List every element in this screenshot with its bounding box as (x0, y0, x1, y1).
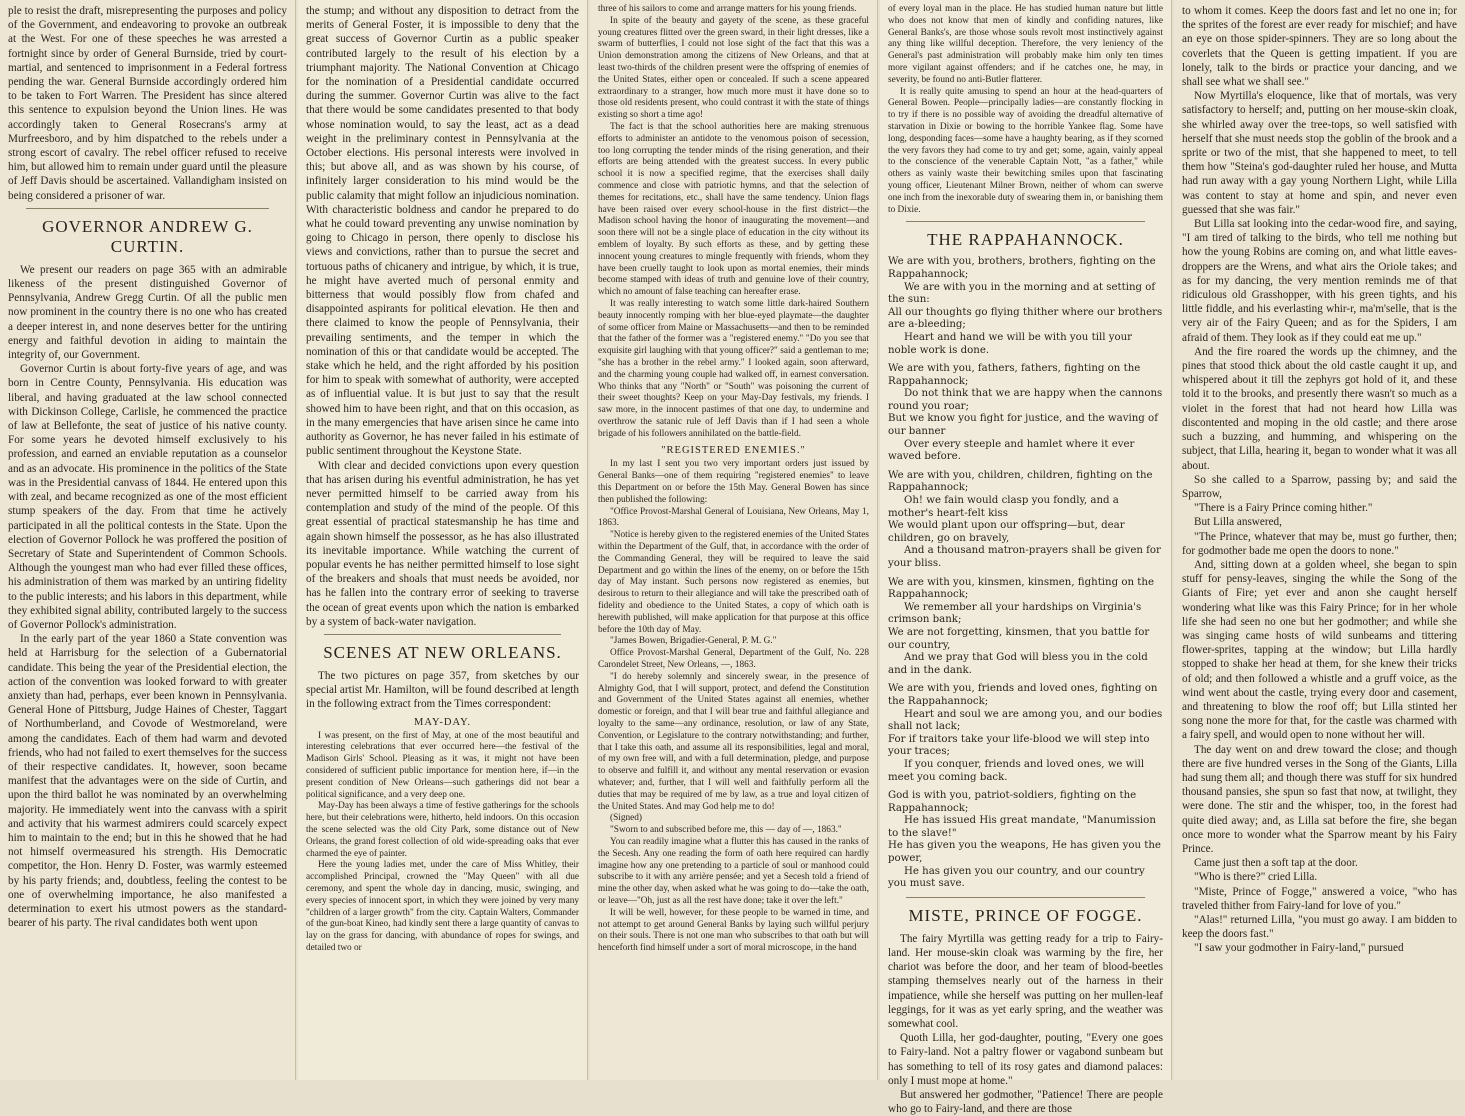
poem-line: We are with you, brothers, brothers, fighting on the Rappahannock; (888, 256, 1156, 280)
article-text: "Who is there?" cried Lilla. (1194, 871, 1318, 884)
poem-line: We are with you, friends and loved ones, fighting on the Rappahannock; (888, 683, 1158, 707)
article-text: Now Myrtilla's eloquence, like that of mortals, was very satisfactory to herself; and, putting on her mouse-skin cloak, she whirled away over the tree-tops, so well satisfied with herself that she must needs stop the goblin of the brook and a sprite or two of the mist, that she happened to meet, to tell them how "Steina's god-daughter ruled her house, and Mutta had run away with a gay young Northern Light, while Lilla was content to stay at home and spin, and never even guessed that she was fair." (1182, 90, 1457, 216)
column-2 (298, 0, 588, 1080)
poem-stanza (888, 256, 1163, 357)
poem-line: If you conquer, friends and loved ones, we will meet you coming back. (888, 758, 1145, 783)
divider (906, 221, 1145, 222)
article-text: "Alas!" returned Lilla, "you must go away. I am bidden to keep the doors fast." (1182, 914, 1457, 941)
headline-rappahannock: THE RAPPAHANNOCK. (927, 230, 1124, 250)
poem-line: Over every steeple and hamlet where it ever waved before. (888, 438, 1135, 463)
article-text: In spite of the beauty and gayety of the scene, as these graceful young creatures flitted over the green sward, in their light dresses, like a swarm of butterflies, I could not lose sight of the fact that this was a Union demonstration among the citizens of New Orleans, and that at least two-thirds of the children present were the offspring of enemies of the United States, either open or concealed. If such a scene appeared extraordinary to a stranger, how much more must it have done so to those old residents present, who could contrast it with the state of things existing so short a time ago! (598, 15, 869, 121)
article-text: Quoth Lilla, her god-daughter, pouting, "Every one goes to Fairy-land. Not a paltry flower or vagabond sunbeam but has something to tell of its rosy gates and diamond palaces: only I must mope at home." (888, 1032, 1163, 1087)
article-text: to whom it comes. Keep the doors fast and let no one in; for the sprites of the forest are ever ready for mischief; and have an eye on those spider-spinners. They are so long about the coverlets that the Queen is getting impatient. If you are lonely, talk to the birds or practice your dancing, and we shall see what we shall see." (1182, 5, 1457, 89)
poem-line: All our thoughts go flying thither where our brothers are a-bleeding; (888, 306, 1163, 331)
poem-line: We are with you, fathers, fathers, fighting on the Rappahannock; (888, 363, 1141, 387)
article-text: "James Bowen, Brigadier-General, P. M. G." (610, 636, 777, 647)
headline-new-orleans: SCENES AT NEW ORLEANS. (323, 642, 562, 662)
poem-line: We are with you, children, children, fighting on the Rappahannock; (888, 469, 1153, 494)
poem-line: And a thousand matron-prayers shall be given for your bliss. (888, 545, 1161, 569)
poem-line: We remember all your hardships on Virginia's crimson bank; (888, 601, 1142, 626)
poem-line: Heart and soul we are among you, and our bodies shall not lack; (888, 708, 1163, 733)
poem-line: He has given you the weapons, He has given you the power, (888, 840, 1161, 865)
column-4 (880, 0, 1172, 1116)
article-text: So she called to a Sparrow, passing by; and said the Sparrow, (1182, 473, 1457, 500)
article-text: "Sworn to and subscribed before me, this — day of —, 1863." (610, 825, 842, 836)
article-text: Here the young ladies met, under the care of Miss Whitley, their accomplished Principal, crowned the "May Queen" with all due ceremony, and spent the whole day in dancing, music, swinging, and every species of innocent sport, in which they were joined by very many "children of a larger growth" from the city. Captain Walters, Commander of the gun-boat Kineo, had kindly sent there a large quantity of canvas to lay on the grass for dancing, with abundance of ropes for swings, and detailed two or (306, 860, 579, 953)
article-text: "The Prince, whatever that may be, must go further, then; for godmother bade me open the doors to none." (1182, 530, 1457, 557)
article-text: "Office Provost-Marshal General of Louisiana, New Orleans, May 1, 1863. (598, 506, 869, 529)
column-1 (0, 0, 296, 1080)
poem-line: We are with you, kinsmen, kinsmen, fighting on the Rappahannock; (888, 576, 1154, 601)
poem-line: We are not forgetting, kinsmen, that you battle for our country, (888, 626, 1150, 651)
article-text: In my last I sent you two very important orders just issued by General Banks—one of them requiring "registered enemies" to leave this Department on or before the 15th May. General Bowen has since then published the following: (598, 459, 869, 505)
poem (888, 256, 1163, 891)
divider (324, 634, 561, 635)
poem-line: Heart and hand we will be with you till your noble work is done. (888, 331, 1133, 356)
article-text: You can readily imagine what a flutter this has caused in the ranks of the Secesh. Any one reading the form of oath here required can hardly imagine how any one pretending to a particle of soul or manhood could subscribe to it with any arrière pensée; and yet a Secesh told a friend of mine the other day, when asked what he was going to do—take the oath, or leave—"Oh, just as all the rest have done; take it over the left." (598, 836, 869, 906)
subheading-may-day: MAY-DAY. (414, 716, 471, 728)
article-text: And the fire roared the words up the chimney, and the pines that stood thick about the old castle caught it up, and whispered about it till the zephyrs got hold of it, and these told it to the brooks, and presently there wasn't so much as a violet in the forest that had not heard how Lilla was discontented and moping in the old castle; and there arose such a buzzing, and humming, and whispering on the subject, that Lilla, hearing it, began to wonder what it was all about. (1182, 345, 1457, 472)
article-text: three of his sailors to come and arrange matters for his young friends. (598, 4, 857, 14)
article-text: I was present, on the first of May, at one of the most beautiful and interesting celebrations that ever occurred here—the festival of the Madison Girls' School. Pleasing as it was, it might not have been considered of sufficient public importance for mention here, if—in the present condition of New Orleans—such gatherings did not bear a political significance, and a very deep one. (306, 730, 579, 800)
article-text: But Lilla answered, (1194, 516, 1282, 529)
column-3 (590, 0, 878, 1080)
article-text: It will be well, however, for these people to be warned in time, and not attempt to get around General Banks by laying such willful perjury on their souls. There is not one man who subscribes to that oath but will henceforth find himself under a sort of moral microscope, in the hand (598, 907, 869, 954)
article-text: And, sitting down at a golden wheel, she began to spin stuff for pensy-leaves, singing the while the Song of the Giants of Fire; yet ever and anon she caught herself wondering what like was this Fairy Prince; for in her whole life she had seen no one but her godmother; and while she was singing came hosts of wild sunbeams and tittering flower-sprites, tapping at the window; but Lilla hardly stopped to shake her head at them, for she knew their tricks of old; and then followed a whistle and a gruff voice, as the wind went about the castle, trying every door and casement, and threatening to blow the roof off; but Lilla stinted her song none the more for that, for the castle was charmed with a fairy spell, and would open to none without her will. (1182, 558, 1457, 742)
poem-line: Oh! we fain would clasp you fondly, and a mother's heart-felt kiss (888, 495, 1119, 519)
poem-line: We would plant upon our offspring—but, dear children, go on bravely, (888, 520, 1125, 544)
article-text: "Notice is hereby given to the registered enemies of the United States within the Department of the Gulf, that, in accordance with the order of the Commanding General, they will be required to leave the said Department and go within the lines of the enemy, on or before the 15th day of May instant. Such persons now registered as enemies, but desirous to return to their allegiance and will take the prescribed oath of fidelity and obedience to the United States, a copy of which oath is herewith published, will make application for that purpose at this office before the 10th day of May. (598, 530, 869, 635)
column-5 (1174, 0, 1465, 1080)
poem-line: He has given you our country, and our country you must save. (888, 865, 1145, 890)
article-text: (Signed) (610, 813, 643, 824)
poem-stanza (888, 577, 1163, 678)
article-text: "I do hereby solemnly and sincerely swear, in the presence of Almighty God, that I will support, protect, and defend the Constitution and Government of the United States against all enemies, whether domestic or foreign, and that I will bear true and faithful allegiance and loyalty to the same—any ordinance, resolution, or law of any State, Convention, or Legislature to the contrary notwithstanding; and further, that I take this oath, and assume all its responsibilities, legal and moral, of my own free will, and with a full determination, pledge, and purpose to observe and fulfill it, and without any mental reservation or evasion whatever; and, further, that I will well and faithfully perform all the duties that may be required of me by law, as a true and loyal citizen of the United States. And may God help me to do! (598, 671, 869, 812)
divider (906, 897, 1145, 898)
article-text: of every loyal man in the place. He has studied human nature but little who does not know that men of kindly and confiding natures, like General Banks's, are those whose souls revolt most instinctively against any thing like willful deception. Therefore, the very leniency of the General's past administration will probably make him only ten times more vigilant against offenders; and if he catches one, he may, in severity, be found no anti-Butler flatterer. (888, 4, 1163, 85)
article-text: Governor Curtin is about forty-five years of age, and was born in Centre County, Pennsylvania. His education was liberal, and having graduated at the law school connected with Dickinson College, Carlisle, he commenced the practice of law at Bellefonte, the seat of justice of his native county. For some years he devoted himself exclusively to his profession, and earned an enviable reputation as a counselor and as an advocate. His prominence in the politics of the State was in the Presidential canvass of 1844. He entered upon this with zeal, and became recognized as one of the most efficient stump speakers of the day. From that time he actively participated in all the political contests in the State. Upon the election of Governor Pollock he was proffered the position of Secretary of State and Superintendent of Common Schools. Although the youngest man who had ever filled these offices, his administration of them was marked by an untiring fidelity to the public interests; and his labors in this department, while they exhibited signal ability, contributed largely to the success of Governor Pollock's administration. (8, 363, 287, 631)
headline-curtin: GOVERNOR ANDREW G. CURTIN. (42, 216, 253, 256)
divider (26, 208, 269, 209)
poem-stanza (888, 470, 1163, 571)
poem-line: He has issued His great mandate, "Manumission to the slave!" (888, 815, 1156, 839)
article-text: the stump; and without any disposition to detract from the merits of General Foster, it is impossible to deny that the great success of Governor Curtin as a public speaker contributed largely to the result of his election by a triumphant majority. The National Convention at Chicago for the nomination of a Presidential candidate occurred during the summer. Governor Curtin was alive to the fact that there would be some candidates presented to that body whose nomination would, to say the least, act as a dead weight in the preliminary contest in Pennsylvania at the October elections. His personal interests were involved in this; but above all, and as was shown by his course, of infinitely larger consideration to his mind would be the public calamity that might follow an injudicious nomination. With characteristic boldness and candor he prepared to do what he could toward preventing any unwise nomination by going to Chicago in person, there openly to disclose his views and convictions, rather than to pursue the secret and tortuous paths of chicanery and intrigue, by which, it is true, he might have averted much of personal enmity and bitterness that would possibly flow from chafed and disappointed aspirants for political elevation. He then and there claimed to know the people of Pennsylvania, their prevailing sentiments, and the temper in which the nomination of this or that candidate would be accepted. The stake which he held, and the right afforded by his position for him to speak with somewhat of authority, were accepted as of influential value. It is but just to say that the result showed him to have been right, and that on this occasion, as in the many emergencies that have arisen since he came into authority as Governor, he has never failed in his estimate of public sentiment throughout the Keystone State. (306, 5, 579, 458)
article-text: The fairy Myrtilla was getting ready for a trip to Fairy-land. Her mouse-skin cloak was warming by the fire, her chariot was before the door, and her team of blood-beetles stamping themselves nearly out of the harness in their impatience, while she herself was putting on her mullen-leaf leggings, for it was as yet early spring, and the weather was somewhat cool. (888, 932, 1163, 1031)
article-text: The fact is that the school authorities here are making strenuous efforts to administer an antidote to the venomous poison of secession, too long corrupting the tender minds of the rising generation, and their efforts are being attended with the greatest success. In every public school it is now a specified regime, that the exercises shall daily commence and close with patriotic hymns, and that the selection of themes for recitations, etc., shall have the same tendency. Union flags have been raised over every school-house in the first district—the Madison school having the honor of inaugurating the movement—and soon there will not be a single place of education in the city without its emblem of loyalty. By such efforts as these, and by getting these innocent young creatures to mingle frequently with friends, whom they have been cruelly taught to look upon as mortal enemies, their minds become stamped with ideas of truth and genuine love of their country, which no amount of false teaching can hereafter erase. (598, 121, 869, 298)
poem-line: But we know you fight for justice, and the waving of our banner (888, 413, 1158, 438)
article-text: "I saw your godmother in Fairy-land," pursued (1194, 942, 1404, 955)
subheading-registered-enemies: "REGISTERED ENEMIES." (661, 445, 806, 457)
article-text: Office Provost-Marshal General, Department of the Gulf, No. 228 Carondelet Street, New Orleans, —, 1863. (598, 648, 869, 671)
poem-stanza (888, 790, 1163, 891)
poem-line: And we pray that God will bless you in the cold and in the dank. (888, 652, 1148, 676)
poem-line: Do not think that we are happy when the cannons round you roar; (888, 388, 1163, 412)
article-text: "There is a Fairy Prince coming hither." (1194, 502, 1373, 515)
article-text: With clear and decided convictions upon every question that has arisen during his eventful administration, he has yet never permitted himself to be carried away from his contemplation and study of the mind of the people. Of this great essential of practical statesmanship he has time and again shown himself the possessor, as he has also illustrated its inevitable importance. While watching the current of popular events he has neither permitted himself to lose sight of the breakers and shoals that must needs be avoided, nor has he fallen into the contrary error of seeking to traverse the ocean of great events upon which the nation is embarked by a system of back-water navigation. (306, 459, 579, 628)
article-text: In the early part of the year 1860 a State convention was held at Harrisburg for the selection of a Gubernatorial candidate. This being the year of the Presidential election, the action of the convention was looked forward to with greater anxiety than had, perhaps, ever been known in Pennsylvania. General Hone of Pittsburg, Judge Haines of Chester, Taggart of Northumberland, and Covode of Westmoreland, were among the candidates. Each of them had warm and devoted friends, who had not failed to exert themselves for the success of their respective candidates. It, however, soon became manifest that the advantages were on the side of Curtin, and upon the third ballot he was nominated by an overwhelming majority. He immediately went into the canvass with a spirit and activity that his warmest admirers could scarcely expect him to maintain to the end; but in this he showed that he had not himself overmeasured his strength. His Democratic competitor, the Hon. Henry D. Foster, was warmly esteemed by his party friends; and, doubtless, feeling the contest to be one of overwhelming importance, he also manifested a determination to exert his utmost powers as the standard-bearer of his party. The rival candidates both went upon (8, 633, 287, 930)
poem-line: For if traitors take your life-blood we will step into your traces; (888, 733, 1150, 758)
article-text: Came just then a soft tap at the door. (1194, 857, 1358, 870)
article-text: But Lilla sat looking into the cedar-wood fire, and saying, "I am tired of talking to the birds, who tell me nothing but how the young Robins are coming on, and what little eaves-droppers are the Wrens, and what airs the Oriole takes; and as for my dancing, the very mention reminds me of that ridiculous old Grasshopper, with his green tights, and his little fiddle, and his everlasting whir-r, ma'm'selle, that is the very air of the Fairy Queen; and as for the Spiders, I am afraid of them. They look as if they could eat me up." (1182, 218, 1457, 344)
article-text: We present our readers on page 365 with an admirable likeness of the present distinguished Governor of Pennsylvania, Andrew Gregg Curtin. Of all the public men now prominent in the country there is no one who has created a deeper interest in, and none deserves better for the untiring energy and faithful devotion in aiding to maintain the integrity of, our Government. (8, 263, 287, 362)
article-text: May-Day has been always a time of festive gatherings for the schools here, but their celebrations were, hitherto, held indoors. On this occasion the scene selected was the old City Park, some distance out of New Orleans, the grand forest collection of old wide-spreading oaks that ever charmed the eye of painter. (306, 801, 579, 859)
headline-miste: MISTE, PRINCE OF FOGGE. (908, 905, 1143, 925)
poem-stanza (888, 683, 1163, 784)
poem-line: We are with you in the morning and at setting of the sun: (888, 281, 1156, 306)
article-text: The day went on and drew toward the close; and though there are five hundred verses in the Song of the Giants, Lilla had sung them all; and though there was stuff for six hundred thousand pansies, she spun so fast that now, at twilight, they were done. The stir and the whisper, too, in the forest had quite died away; and, as Lilla sat before the fire, she began once more to wonder what the Sparrow meant by his Fairy Prince. (1182, 743, 1457, 855)
article-text: The two pictures on page 357, from sketches by our special artist Mr. Hamilton, will be found described at length in the following extract from the Times correspondent: (306, 669, 579, 711)
article-text: It was really interesting to watch some little dark-haired Southern beauty innocently romping with her blue-eyed playmate—the daughter of some officer from Maine or Massachusetts—and then to be reminded that the father of the former was a "registered enemy." "Do you see that exquisite girl laughing with that young officer?" said a gentleman to me; "she has a brother in the rebel army." I looked again, soon afterward, and the charming young couple had walked off, in earnest conversation. Who thinks that any "North" or "South" was poisoning the current of their sweet thoughts? Keep on your May-Day festivals, my friends. I saw more, in the innocent pastimes of that one day, to undermine and overthrow the satanic rule of Jeff Davis than if I had seen a whole brigade of his followers annihilated on the battle-field. (598, 298, 869, 439)
article-text: ple to resist the draft, misrepresenting the purposes and policy of the Government, and endeavoring to provoke an outbreak at the West. For one of these speeches he was arrested a fortnight since by order of General Burnside, tried by court-martial, and sentenced to imprisonment in a Federal fortress pending the war. General Burnside accordingly ordered him to be taken to Fort Warren. The President has since altered this sentence to expulsion beyond the Union lines. He was accordingly taken to General Rosecrans's army at Murfreesboro, and by him dispatched to the rebels under a strong escort of cavalry. The rebel officer refused to receive him, but allowed him to remain under guard until the pleasure of Jeff Davis should be ascertained. Vallandigham insisted on being considered a prisoner of war. (8, 5, 287, 202)
poem-line: God is with you, patriot-soldiers, fighting on the Rappahannock; (888, 790, 1137, 814)
article-text: But answered her godmother, "Patience! There are people who go to Fairy-land, and there are those (888, 1089, 1163, 1116)
poem-stanza (888, 363, 1163, 464)
article-text: It is really quite amusing to spend an hour at the head-quarters of General Bowen. People—principally ladies—are constantly flocking in to try if there is no possible way of avoiding the dreadful alternative of starvation in Dixie or bowing to the horrible Yankee flag. Some have long, desponding faces—some have a haughty bearing, as if they scorned the very favors they had come to try and get; some, again, vainly appeal to the conscience of the venerable Captain Nott, "as a father," while others as vainly waste their bewitching smiles upon that fascinating young officer, Lieutenant Milner Brown, neither of whom can swerve one inch from the inexorable duty of swearing them in, or banishing them to Dixie. (888, 86, 1163, 215)
article-text: "Miste, Prince of Fogge," answered a voice, "who has traveled thither from Fairy-land for love of you." (1182, 885, 1457, 912)
